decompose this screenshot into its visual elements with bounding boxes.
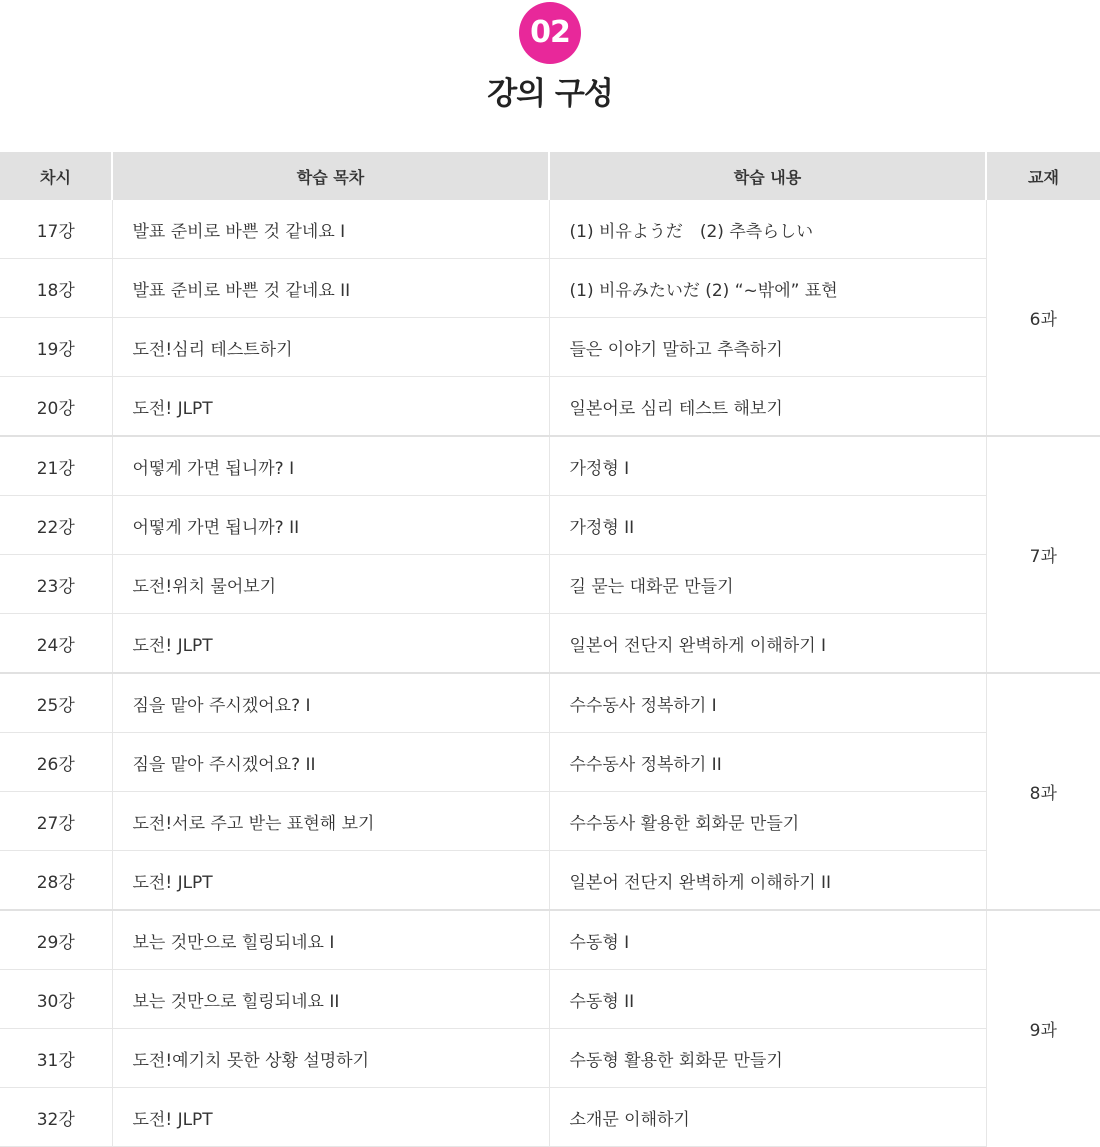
content-cell: (1) 비유みたいだ (2) “~밖에” 표현 bbox=[549, 259, 986, 318]
session-cell: 26강 bbox=[0, 733, 112, 792]
textbook-cell: 7과 bbox=[986, 436, 1100, 673]
table-row bbox=[0, 496, 1100, 555]
session-cell: 31강 bbox=[0, 1029, 112, 1088]
topic-cell: 보는 것만으로 힐링되네요 II bbox=[112, 970, 549, 1029]
topic-cell: 도전! JLPT bbox=[112, 851, 549, 911]
table-row bbox=[0, 970, 1100, 1029]
section-title: 강의 구성 bbox=[487, 76, 613, 112]
content-cell: 가정형 II bbox=[549, 496, 986, 555]
content-cell: 일본어 전단지 완벽하게 이해하기 I bbox=[549, 614, 986, 674]
topic-cell: 짐을 맡아 주시겠어요? II bbox=[112, 733, 549, 792]
session-cell: 27강 bbox=[0, 792, 112, 851]
column-header-topic: 학습 목차 bbox=[112, 152, 549, 200]
topic-cell: 어떻게 가면 됩니까? II bbox=[112, 496, 549, 555]
table-row bbox=[0, 733, 1100, 792]
session-cell: 17강 bbox=[36, 221, 75, 242]
column-header-content: 학습 내용 bbox=[549, 152, 986, 200]
content-cell: 일본어 전단지 완벽하게 이해하기 II bbox=[549, 851, 986, 911]
table-row bbox=[0, 436, 1100, 496]
topic-cell: 도전!서로 주고 받는 표현해 보기 bbox=[112, 792, 549, 851]
session-cell: 25강 bbox=[0, 673, 112, 733]
table-header-row bbox=[0, 152, 1100, 200]
content-cell: 수동형 활용한 회화문 만들기 bbox=[549, 1029, 986, 1088]
topic-cell: 어떻게 가면 됩니까? I bbox=[112, 436, 549, 496]
table-body bbox=[0, 200, 1100, 1147]
topic-cell: 도전!위치 물어보기 bbox=[112, 555, 549, 614]
column-header-session: 차시 bbox=[0, 152, 112, 200]
session-cell: 23강 bbox=[0, 555, 112, 614]
session-cell: 30강 bbox=[0, 970, 112, 1029]
section-header bbox=[0, 0, 1100, 152]
content-cell: 가정형 I bbox=[549, 436, 986, 496]
table-row bbox=[0, 318, 1100, 377]
session-cell: 32강 bbox=[0, 1088, 112, 1147]
content-cell: 수동형 II bbox=[549, 970, 986, 1029]
topic-cell: 발표 준비로 바쁜 것 같네요 I bbox=[112, 200, 549, 259]
topic-cell: 짐을 맡아 주시겠어요? I bbox=[112, 673, 549, 733]
topic-cell: 도전!심리 테스트하기 bbox=[112, 318, 549, 377]
table-row bbox=[0, 673, 1100, 733]
topic-cell: 도전! JLPT bbox=[112, 377, 549, 437]
content-cell: 수수동사 정복하기 I bbox=[549, 673, 986, 733]
content-cell: 수수동사 활용한 회화문 만들기 bbox=[549, 792, 986, 851]
session-cell: 19강 bbox=[0, 318, 112, 377]
session-cell: 18강 bbox=[0, 259, 112, 318]
table-row bbox=[0, 792, 1100, 851]
content-cell: 수동형 I bbox=[549, 910, 986, 970]
table-row bbox=[0, 1029, 1100, 1088]
table-row bbox=[0, 259, 1100, 318]
table-row bbox=[0, 377, 1100, 437]
session-cell: 20강 bbox=[0, 377, 112, 437]
section-number-badge: 02 bbox=[519, 2, 581, 64]
content-cell: 소개문 이해하기 bbox=[549, 1088, 986, 1147]
session-cell: 29강 bbox=[0, 910, 112, 970]
content-cell: 일본어로 심리 테스트 해보기 bbox=[549, 377, 986, 437]
textbook-cell: 8과 bbox=[986, 673, 1100, 910]
column-header-textbook: 교재 bbox=[986, 152, 1100, 200]
content-cell: 수수동사 정복하기 II bbox=[549, 733, 986, 792]
session-cell: 22강 bbox=[0, 496, 112, 555]
session-cell: 24강 bbox=[0, 614, 112, 674]
curriculum-table bbox=[0, 152, 1100, 1147]
topic-cell: 도전! JLPT bbox=[112, 1088, 549, 1147]
topic-cell: 도전!예기치 못한 상황 설명하기 bbox=[112, 1029, 549, 1088]
content-cell: (1) 비유ようだ (2) 추측らしい bbox=[549, 200, 986, 259]
table-row bbox=[0, 200, 1100, 259]
table-row bbox=[0, 910, 1100, 970]
table-header bbox=[0, 152, 1100, 200]
session-cell: 21강 bbox=[0, 436, 112, 496]
table-row bbox=[0, 1088, 1100, 1147]
textbook-cell: 9과 bbox=[986, 910, 1100, 1147]
session-cell: 28강 bbox=[0, 851, 112, 911]
content-cell: 들은 이야기 말하고 추측하기 bbox=[549, 318, 986, 377]
topic-cell: 도전! JLPT bbox=[112, 614, 549, 674]
textbook-cell: 6과 bbox=[986, 200, 1100, 436]
topic-cell: 발표 준비로 바쁜 것 같네요 II bbox=[112, 259, 549, 318]
table-row bbox=[0, 614, 1100, 674]
table-row bbox=[0, 851, 1100, 911]
topic-cell: 보는 것만으로 힐링되네요 I bbox=[112, 910, 549, 970]
content-cell: 길 묻는 대화문 만들기 bbox=[549, 555, 986, 614]
table-row bbox=[0, 555, 1100, 614]
